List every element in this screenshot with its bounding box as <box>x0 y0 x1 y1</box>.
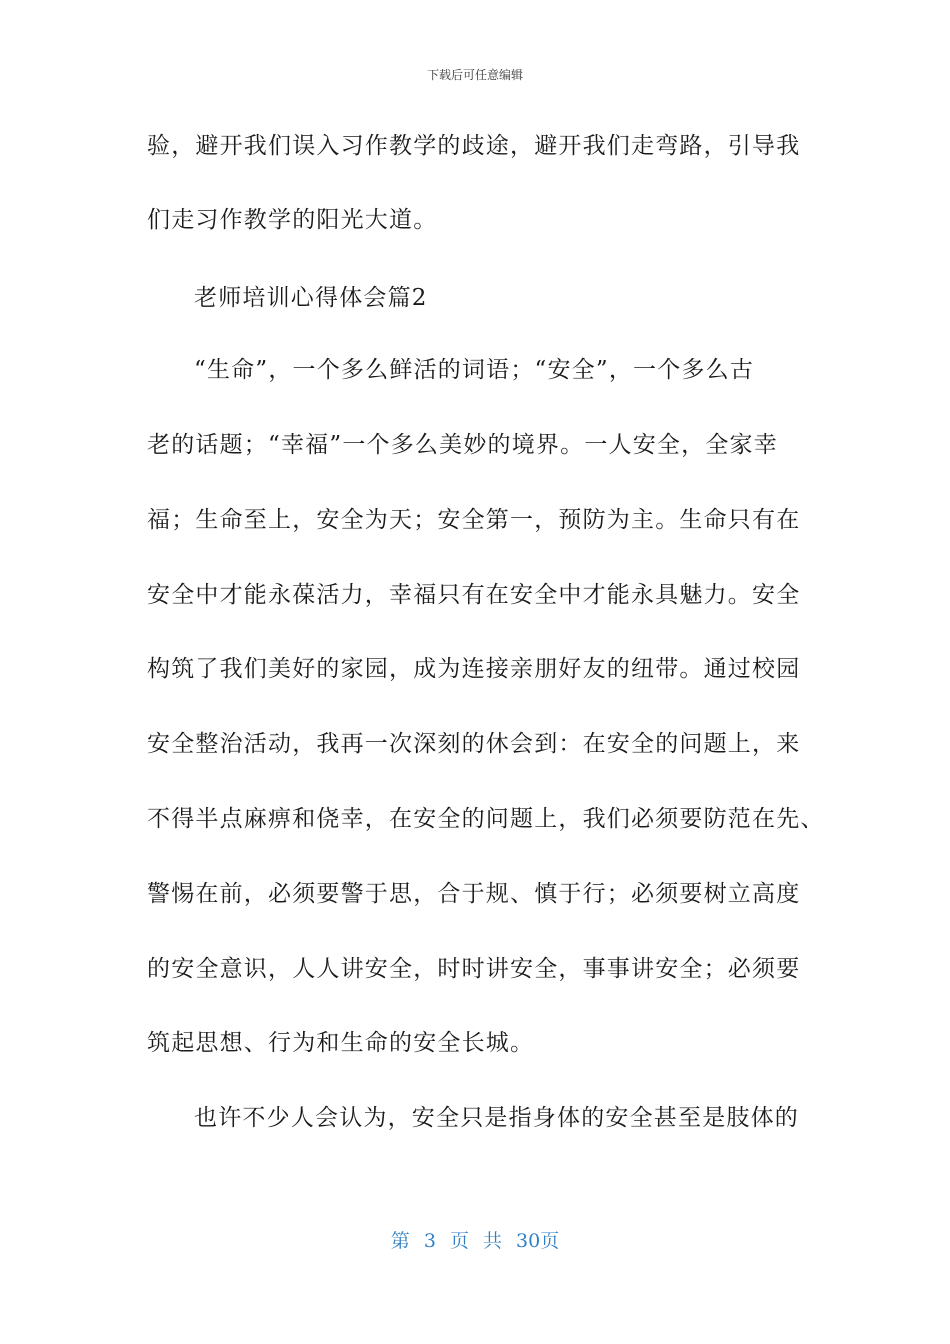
page-header: 下载后可任意编辑 <box>426 68 523 82</box>
body-line: “生命”，一个多么鲜活的词语；“安全”，一个多么古 <box>194 357 755 383</box>
body-line: 也许不少人会认为，安全只是指身体的安全甚至是肢体的 <box>194 1105 799 1131</box>
body-line: 验，避开我们误入习作教学的歧途，避开我们走弯路，引导我 <box>147 133 801 159</box>
body-line: 构筑了我们美好的家园，成为连接亲朋好友的纽带。通过校园 <box>147 656 801 682</box>
body-line: 老的话题；“幸福”一个多么美妙的境界。一人安全，全家幸 <box>147 432 778 458</box>
body-line: 安全整治活动，我再一次深刻的休会到：在安全的问题上，来 <box>147 731 801 757</box>
section-heading: 老师培训心得体会篇2 <box>194 285 428 311</box>
body-line: 安全中才能永葆活力，幸福只有在安全中才能永具魅力。安全 <box>147 582 801 608</box>
body-line: 不得半点麻痹和侥幸，在安全的问题上，我们必须要防范在先、 <box>147 806 825 832</box>
body-line: 福；生命至上，安全为天；安全第一，预防为主。生命只有在 <box>147 507 801 533</box>
body-line: 的安全意识，人人讲安全，时时讲安全，事事讲安全；必须要 <box>147 956 801 982</box>
page-number-footer: 第 3 页 共 30页 <box>390 1230 560 1252</box>
body-line: 警惕在前，必须要警于思，合于规、慎于行；必须要树立高度 <box>147 881 801 907</box>
body-line: 们走习作教学的阳光大道。 <box>147 207 438 233</box>
body-line: 筑起思想、行为和生命的安全长城。 <box>147 1030 535 1056</box>
